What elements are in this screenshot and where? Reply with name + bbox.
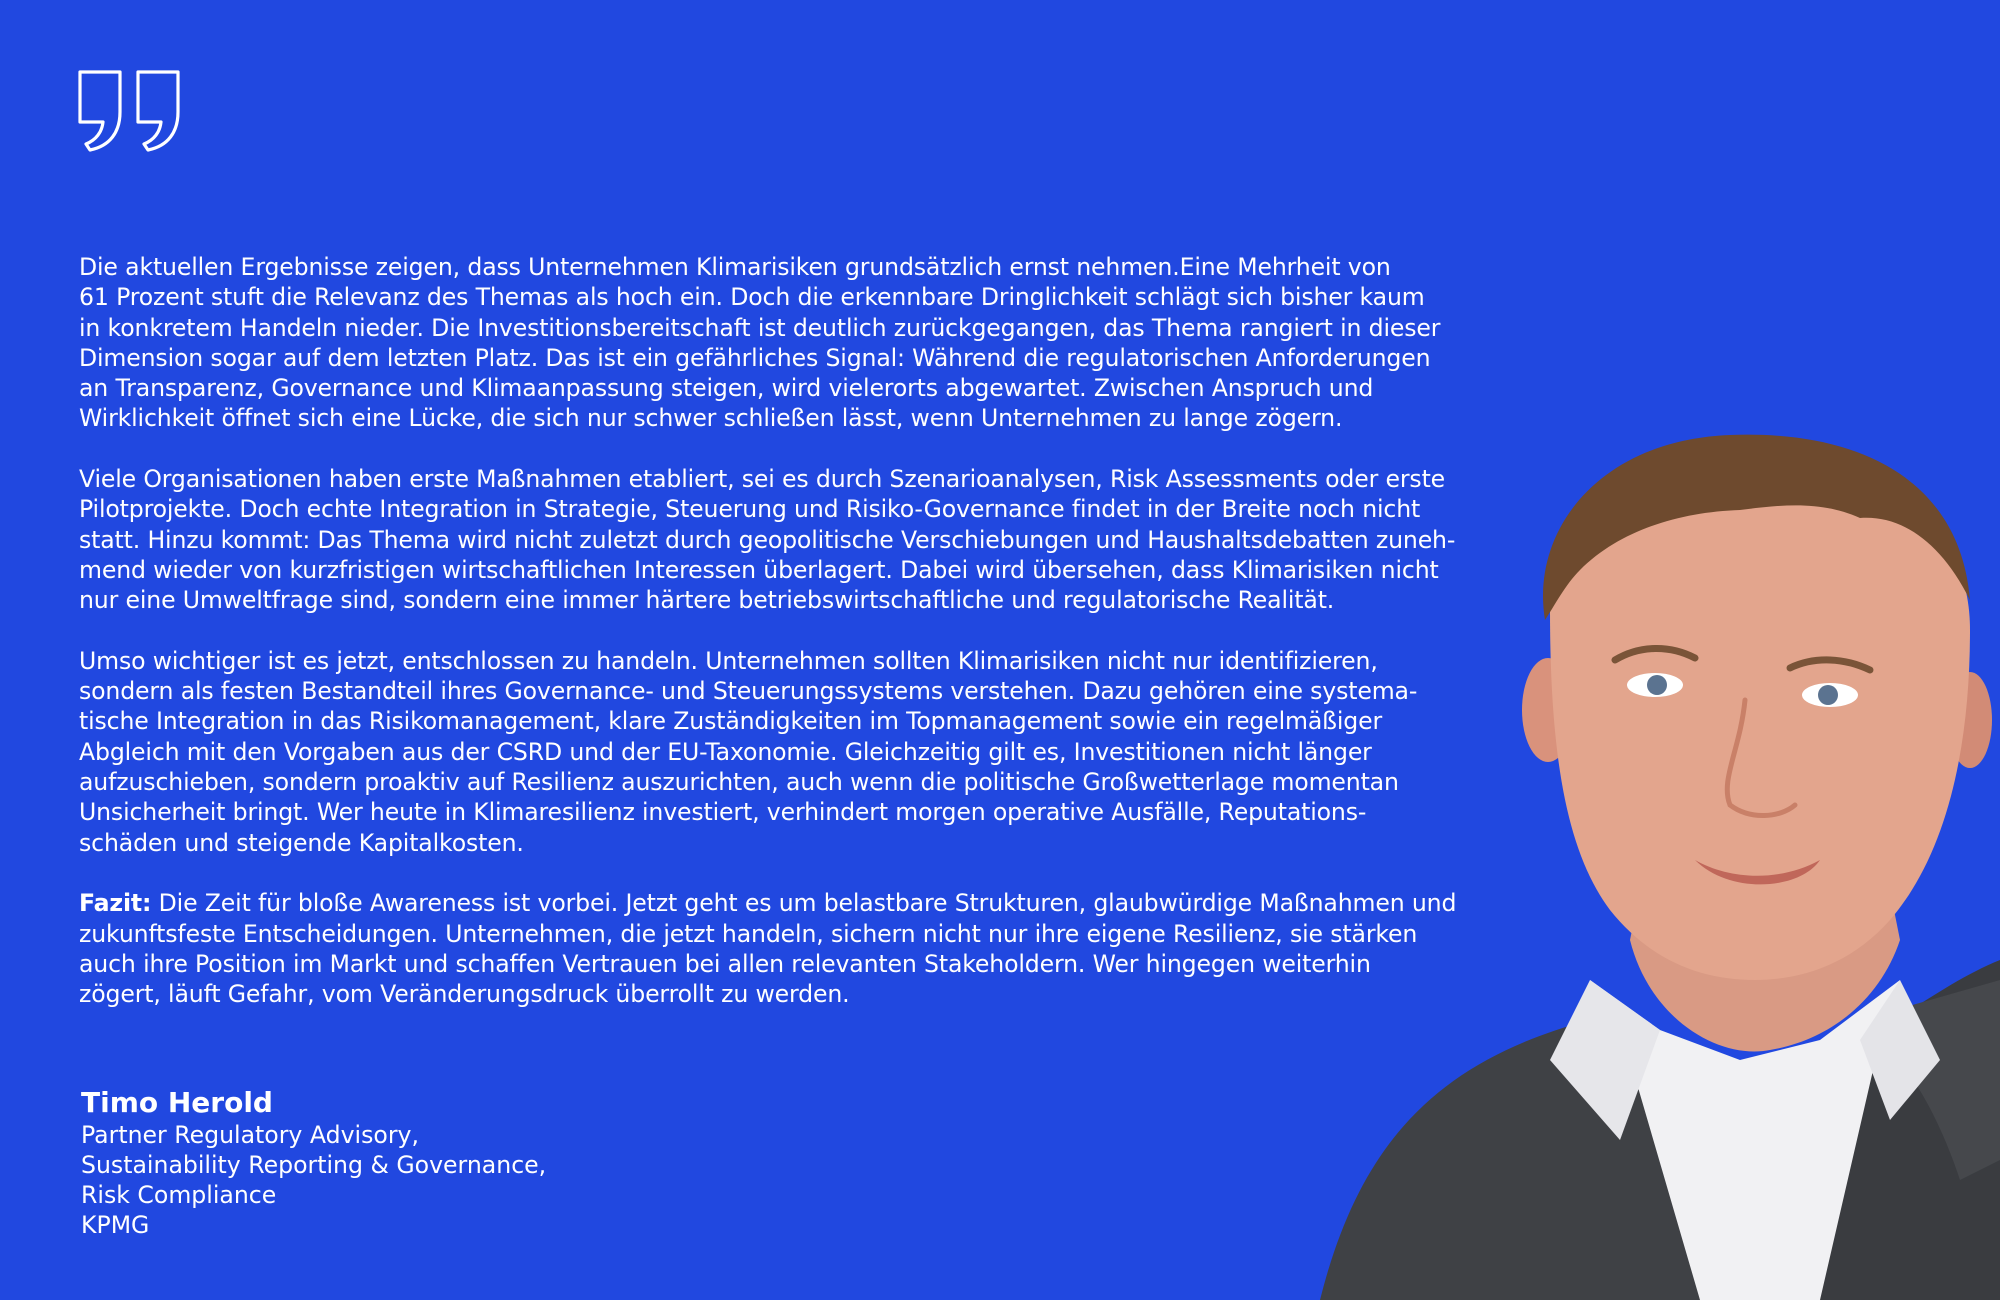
text-line: Abgleich mit den Vorgaben aus der CSRD und der EU-Taxonomie. Gleichzeitig gilt es, Investitionen nicht länger (79, 737, 1372, 766)
text-line: tische Integration in das Risikomanagement, klare Zuständigkeiten im Topmanagement sowie ein regelmäßiger (79, 707, 1383, 736)
paragraph-3 (79, 646, 1474, 858)
text-line: auch ihre Position im Markt und schaffen Vertrauen bei allen relevanten Stakeholdern. Wer hingegen weiterhin (79, 949, 1371, 978)
text-line: Unsicherheit bringt. Wer heute in Klimaresilienz investiert, verhindert morgen operative Ausfälle, Reputations- (79, 798, 1367, 827)
paragraph-2 (79, 464, 1474, 615)
author-title-line: Sustainability Reporting & Governance, (81, 1151, 547, 1179)
text-line: mend wieder von kurzfristigen wirtschaftlichen Interessen überlagert. Dabei wird übersehen, dass Klimarisiken nicht (79, 555, 1439, 584)
fazit-label: Fazit: (79, 889, 152, 918)
text-line: statt. Hinzu kommt: Das Thema wird nicht zuletzt durch geopolitische Verschiebungen und Haushaltsdebatten zuneh- (79, 525, 1456, 554)
text-line (79, 888, 1474, 918)
text-line: an Transparenz, Governance und Klimaanpassung steigen, wird vielerorts abgewartet. Zwischen Anspruch und (79, 374, 1374, 403)
text-line: 61 Prozent stuft die Relevanz des Themas als hoch ein. Doch die erkennbare Dringlichkeit schlägt sich bisher kaum (79, 283, 1425, 312)
text-line: in konkretem Handeln nieder. Die Investitionsbereitschaft ist deutlich zurückgegangen, das Thema rangiert in dieser (79, 313, 1441, 342)
author-block (81, 1086, 546, 1240)
text-line: zögert, läuft Gefahr, vom Veränderungsdruck überrollt zu werden. (79, 980, 850, 1009)
text-line: Pilotprojekte. Doch echte Integration in Strategie, Steuerung und Risiko-Governance findet in der Breite noch nicht (79, 495, 1421, 524)
text-line: Dimension sogar auf dem letzten Platz. Das ist ein gefährliches Signal: Während die regulatorischen Anforderungen (79, 343, 1431, 372)
text-line: schäden und steigende Kapitalkosten. (79, 828, 524, 857)
text-line: Wirklichkeit öffnet sich eine Lücke, die sich nur schwer schließen lässt, wenn Unternehmen zu lange zögern. (79, 404, 1343, 433)
paragraph-1 (79, 252, 1474, 434)
text-line: zukunftsfeste Entscheidungen. Unternehmen, die jetzt handeln, sichern nicht nur ihre eigene Resilienz, sie stärken (79, 919, 1418, 948)
author-portrait (1300, 420, 2000, 1300)
closing-quotation-mark-icon (78, 70, 182, 152)
author-title-line: Risk Compliance (81, 1181, 277, 1209)
author-name: Timo Herold (81, 1086, 273, 1119)
fazit-paragraph (79, 888, 1474, 1009)
text-line: Die aktuellen Ergebnisse zeigen, dass Unternehmen Klimarisiken grundsätzlich ernst nehmen.Eine Mehrheit von (79, 253, 1391, 281)
author-title-line: Partner Regulatory Advisory, (81, 1121, 419, 1149)
text-line: aufzuschieben, sondern proaktiv auf Resilienz auszurichten, auch wenn die politische Großwetterlage momentan (79, 768, 1399, 797)
quote-body (79, 252, 1474, 1009)
text-line: Viele Organisationen haben erste Maßnahmen etabliert, sei es durch Szenarioanalysen, Risk Assessments oder erste (79, 465, 1446, 494)
text-line: Umso wichtiger ist es jetzt, entschlossen zu handeln. Unternehmen sollten Klimarisiken nicht nur identifizieren, (79, 646, 1378, 675)
fazit-text: Die Zeit für bloße Awareness ist vorbei. Jetzt geht es um belastbare Strukturen, glaubwürdige Maßnahmen und (151, 889, 1457, 918)
author-company: KPMG (81, 1211, 150, 1239)
text-line: sondern als festen Bestandteil ihres Governance- und Steuerungssystems verstehen. Dazu gehören eine systema- (79, 677, 1418, 706)
text-line: nur eine Umweltfrage sind, sondern eine immer härtere betriebswirtschaftliche und regulatorische Realität. (79, 586, 1335, 615)
